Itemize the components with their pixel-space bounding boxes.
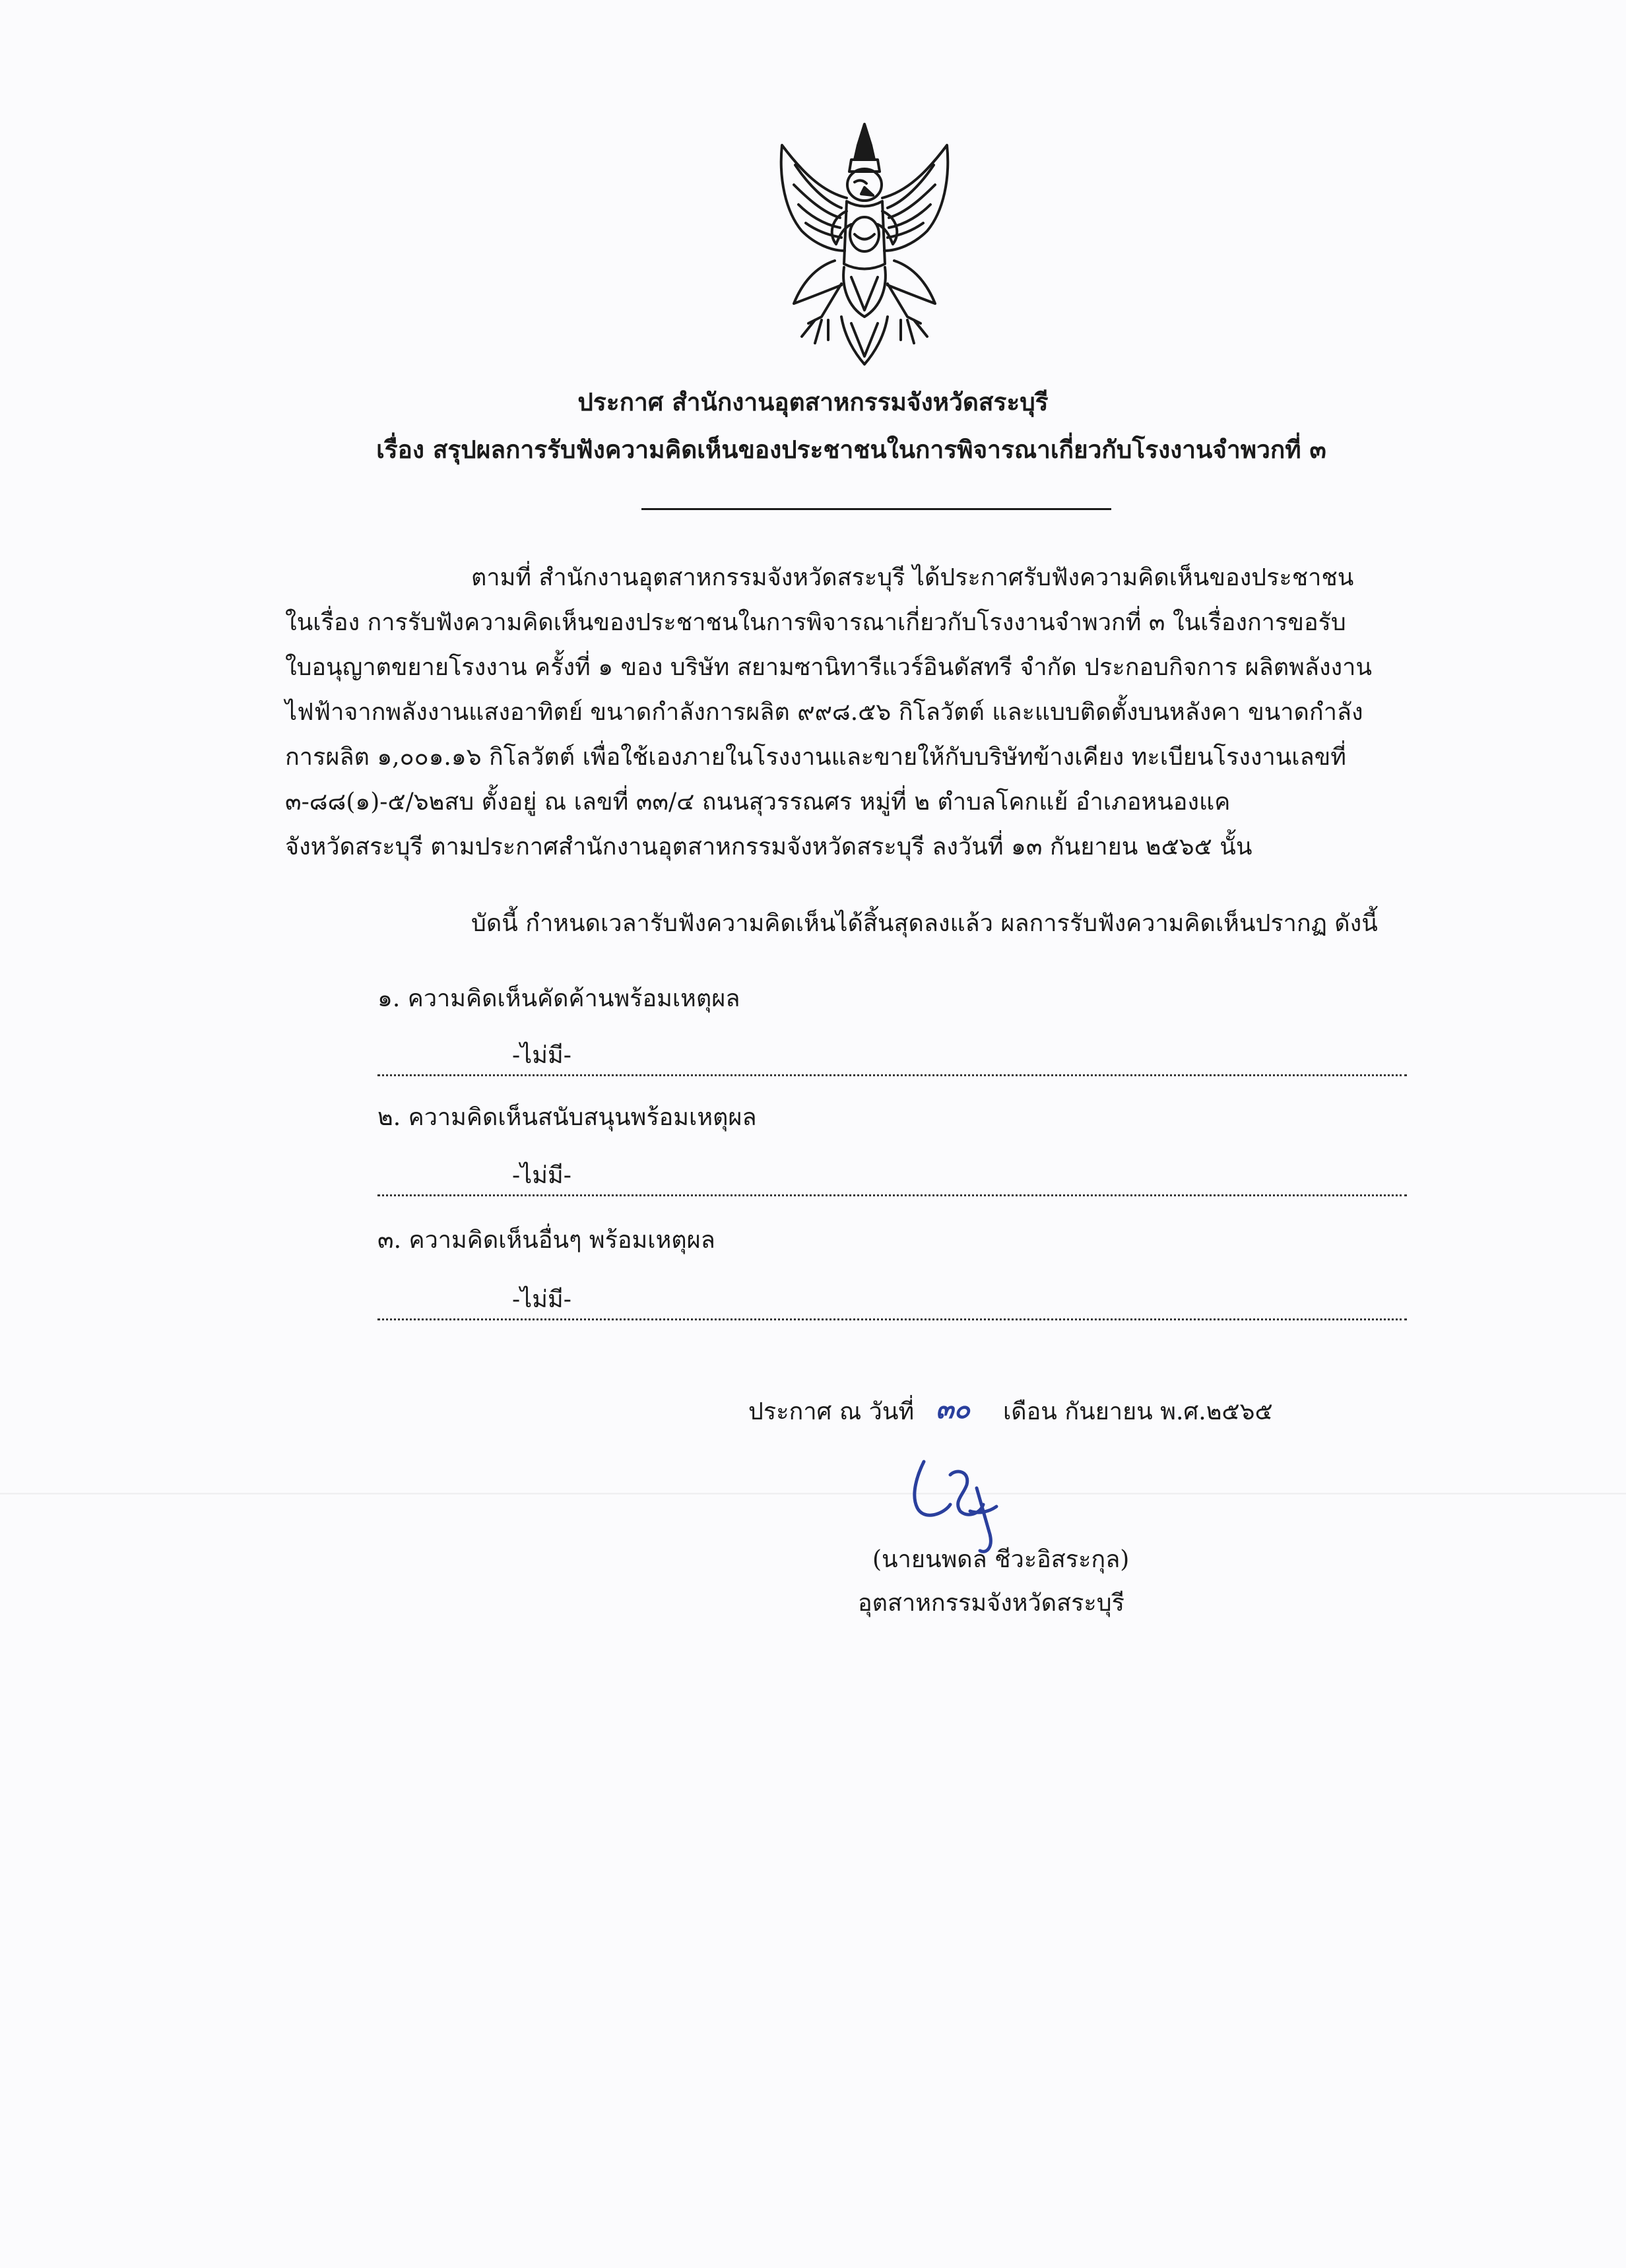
announcement-date-prefix: ประกาศ ณ วันที่ bbox=[748, 1398, 915, 1425]
handwritten-signature-icon bbox=[897, 1448, 1029, 1561]
title-underline bbox=[641, 508, 1111, 510]
item-2-dotted-line bbox=[377, 1194, 1407, 1196]
item-2-label: ๒. ความคิดเห็นสนับสนุนพร้อมเหตุผล bbox=[377, 1104, 757, 1131]
announcement-subject: เรื่อง สรุปผลการรับฟังความคิดเห็นของประชาชนในการพิจารณาเกี่ยวกับโรงงานจำพวกที่ ๓ bbox=[376, 435, 1326, 464]
paragraph-1-line-2: ในเรื่อง การรับฟังความคิดเห็นของประชาชนในการพิจารณาเกี่ยวกับโรงงานจำพวกที่ ๓ ในเรื่องการขอรับ bbox=[285, 609, 1346, 636]
paragraph-1-line-4: ไฟฟ้าจากพลังงานแสงอาทิตย์ ขนาดกำลังการผลิต ๙๙๘.๕๖ กิโลวัตต์ และแบบติดตั้งบนหลังคา ขนาดกำลัง bbox=[285, 699, 1363, 726]
item-1-dotted-line bbox=[377, 1074, 1407, 1076]
paragraph-1-line-3: ใบอนุญาตขยายโรงงาน ครั้งที่ ๑ ของ บริษัท สยามซานิทารีแวร์อินดัสทรี จำกัด ประกอบกิจการ ผลิตพลังงาน bbox=[285, 654, 1372, 681]
paper-fold-line bbox=[0, 1493, 1626, 1495]
item-2-value: -ไม่มี- bbox=[512, 1162, 571, 1189]
paragraph-1-line-5: การผลิต ๑,๐๐๑.๑๖ กิโลวัตต์ เพื่อใช้เองภายในโรงงานและขายให้กับบริษัทข้างเคียง ทะเบียนโรงงานเลขที่ bbox=[285, 744, 1346, 771]
signer-position: อุตสาหกรรมจังหวัดสระบุรี bbox=[858, 1590, 1124, 1617]
item-3-value: -ไม่มี- bbox=[512, 1286, 571, 1313]
announcement-title: ประกาศ สำนักงานอุตสาหกรรมจังหวัดสระบุรี bbox=[577, 387, 1049, 416]
item-3-label: ๓. ความคิดเห็นอื่นๆ พร้อมเหตุผล bbox=[377, 1227, 715, 1254]
paragraph-2: บัดนี้ กำหนดเวลารับฟังความคิดเห็นได้สิ้นสุดลงแล้ว ผลการรับฟังความคิดเห็นปรากฏ ดังนี้ bbox=[471, 910, 1378, 937]
paragraph-1-line-6: ๓-๘๘(๑)-๕/๖๒สบ ตั้งอยู่ ณ เลขที่ ๓๓/๔ ถนนสุวรรณศร หมู่ที่ ๒ ตำบลโคกแย้ อำเภอหนองแค bbox=[285, 789, 1231, 816]
paragraph-1-line-1: ตามที่ สำนักงานอุตสาหกรรมจังหวัดสระบุรี ได้ประกาศรับฟังความคิดเห็นของประชาชน bbox=[471, 564, 1354, 591]
paragraph-1-line-7: จังหวัดสระบุรี ตามประกาศสำนักงานอุตสาหกรรมจังหวัดสระบุรี ลงวันที่ ๑๓ กันยายน ๒๕๖๕ นั้น bbox=[285, 833, 1252, 860]
announcement-date-suffix: เดือน กันยายน พ.ศ.๒๕๖๕ bbox=[1003, 1398, 1273, 1425]
signer-name: (นายนพดล ชีวะอิสระกุล) bbox=[872, 1546, 1130, 1573]
garuda-emblem-icon bbox=[762, 119, 967, 370]
item-1-label: ๑. ความคิดเห็นคัดค้านพร้อมเหตุผล bbox=[377, 985, 740, 1012]
item-1-value: -ไม่มี- bbox=[512, 1042, 571, 1069]
item-3-dotted-line bbox=[377, 1318, 1407, 1320]
handwritten-date-day: ๓๐ bbox=[936, 1394, 970, 1425]
